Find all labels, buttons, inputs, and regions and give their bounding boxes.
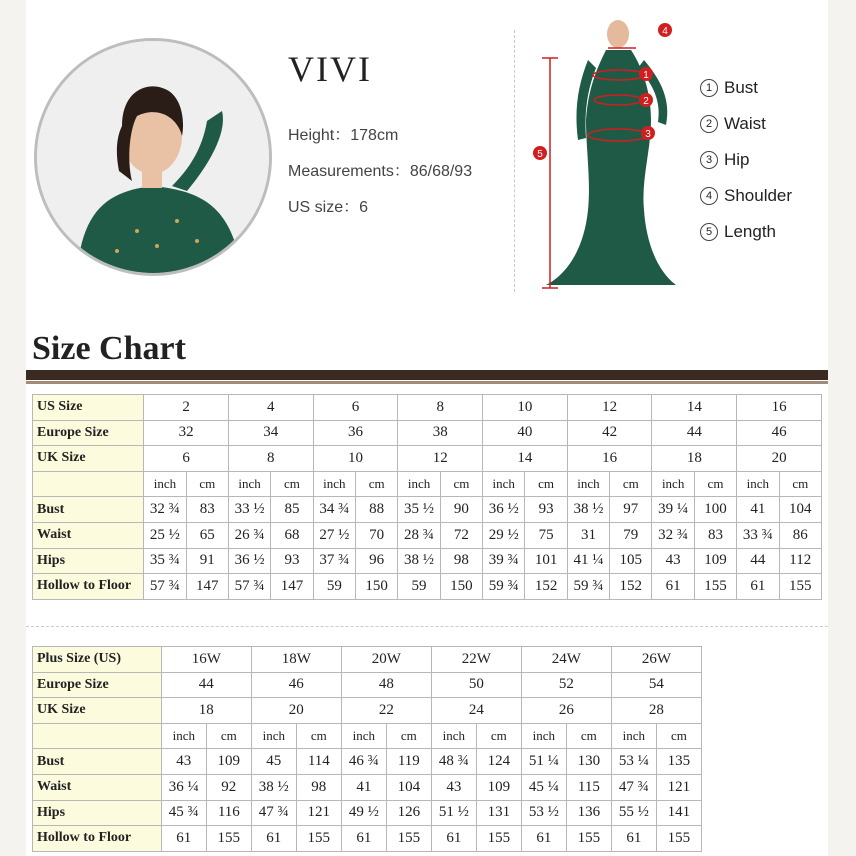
legend-item-hip: [700, 142, 792, 178]
measurement-value: 68: [271, 522, 313, 548]
measurement-label: Bust: [33, 749, 162, 775]
unit-inch: inch: [611, 723, 656, 749]
unit-cm: cm: [694, 471, 736, 497]
size-cell: 14: [483, 446, 568, 472]
size-cell: 16W: [161, 647, 251, 673]
size-cell: 44: [652, 420, 737, 446]
measurement-value: 93: [525, 497, 567, 523]
unit-row: [33, 723, 702, 749]
size-cell: 46: [737, 420, 822, 446]
measurement-row: [33, 749, 702, 775]
legend-label-hip: Hip: [724, 150, 750, 169]
measurement-value: 147: [271, 574, 313, 600]
product-size-card: [26, 0, 828, 856]
size-cell: 22: [341, 698, 431, 724]
measurement-value: 97: [610, 497, 652, 523]
measurement-value: 61: [161, 826, 206, 852]
row-label: Europe Size: [33, 672, 162, 698]
measurement-value: 43: [431, 774, 476, 800]
measurement-value: 61: [521, 826, 566, 852]
size-cell: 52: [521, 672, 611, 698]
measurement-value: 47 ¾: [611, 774, 656, 800]
size-cell: 20: [251, 698, 341, 724]
model-name: VIVI: [288, 49, 372, 89]
size-cell: 54: [611, 672, 701, 698]
legend-label-shoulder: Shoulder: [724, 186, 793, 205]
measurement-value: 86: [779, 522, 821, 548]
measurement-value: 38 ½: [398, 548, 440, 574]
measurement-value: 155: [656, 826, 701, 852]
measurement-row: [33, 522, 822, 548]
measurement-row: [33, 574, 822, 600]
model-info-section: [26, 0, 828, 300]
measurement-value: 92: [206, 774, 251, 800]
measurement-label: Hollow to Floor: [33, 826, 162, 852]
model-portrait: [34, 38, 272, 276]
us-size-row: [33, 395, 822, 421]
measurement-value: 57 ¾: [144, 574, 186, 600]
size-cell: 22W: [431, 647, 521, 673]
title-rule: [26, 370, 828, 380]
measurement-value: 33 ¾: [737, 522, 779, 548]
size-cell: 18: [161, 698, 251, 724]
measurement-value: 116: [206, 800, 251, 826]
unit-inch: inch: [398, 471, 440, 497]
unit-inch: inch: [161, 723, 206, 749]
measurement-value: 31: [567, 522, 609, 548]
size-cell: 16: [737, 395, 822, 421]
measurement-value: 79: [610, 522, 652, 548]
measurement-value: 53 ½: [521, 800, 566, 826]
measurement-value: 53 ¼: [611, 749, 656, 775]
measurement-diagram-illustration: [526, 10, 696, 300]
legend-number-2: 2: [700, 115, 718, 133]
size-cell: 12: [567, 395, 652, 421]
measurement-value: 112: [779, 548, 821, 574]
measurement-value: 155: [296, 826, 341, 852]
size-cell: 12: [398, 446, 483, 472]
measurement-value: 36 ½: [228, 548, 270, 574]
legend-label-waist: Waist: [724, 114, 766, 133]
legend-item-bust: [700, 70, 792, 106]
model-portrait-illustration: [37, 41, 269, 273]
measurement-diagram: [526, 10, 696, 300]
size-cell: 10: [483, 395, 568, 421]
measurement-value: 61: [611, 826, 656, 852]
measurement-value: 59 ¾: [567, 574, 609, 600]
measurement-value: 85: [271, 497, 313, 523]
table-divider: [26, 626, 828, 627]
measurement-value: 38 ½: [567, 497, 609, 523]
measurement-label: Hips: [33, 548, 144, 574]
measurement-value: 114: [296, 749, 341, 775]
legend-item-waist: [700, 106, 792, 142]
unit-cm: cm: [440, 471, 482, 497]
unit-inch: inch: [341, 723, 386, 749]
unit-cm: cm: [656, 723, 701, 749]
measurement-value: 155: [694, 574, 736, 600]
measurement-value: 61: [737, 574, 779, 600]
measurement-value: 41 ¼: [567, 548, 609, 574]
measurement-value: 59: [313, 574, 355, 600]
size-cell: 20W: [341, 647, 431, 673]
unit-row-label: [33, 723, 162, 749]
size-cell: 24W: [521, 647, 611, 673]
model-stats: [288, 118, 472, 226]
measurement-value: 98: [440, 548, 482, 574]
unit-inch: inch: [652, 471, 694, 497]
measurement-row: [33, 800, 702, 826]
measurement-value: 25 ½: [144, 522, 186, 548]
svg-text:3: 3: [645, 129, 651, 140]
measurement-value: 88: [356, 497, 398, 523]
unit-cm: cm: [779, 471, 821, 497]
europe-size-row: [33, 420, 822, 446]
measurement-value: 49 ½: [341, 800, 386, 826]
plus-size-table: [32, 646, 702, 852]
measurement-label: Waist: [33, 522, 144, 548]
measurement-value: 150: [356, 574, 398, 600]
measurement-value: 59: [398, 574, 440, 600]
svg-text:2: 2: [643, 96, 649, 107]
measurement-value: 61: [251, 826, 296, 852]
unit-cm: cm: [271, 471, 313, 497]
unit-cm: cm: [476, 723, 521, 749]
row-label: Europe Size: [33, 420, 144, 446]
measurement-value: 45: [251, 749, 296, 775]
size-cell: 46: [251, 672, 341, 698]
measurement-value: 96: [356, 548, 398, 574]
measurement-value: 27 ½: [313, 522, 355, 548]
measurement-value: 121: [296, 800, 341, 826]
measurement-value: 72: [440, 522, 482, 548]
unit-inch: inch: [521, 723, 566, 749]
measurement-value: 141: [656, 800, 701, 826]
model-us-size: US size：6: [288, 199, 369, 216]
legend-item-shoulder: [700, 178, 792, 214]
legend-number-1: 1: [700, 79, 718, 97]
unit-inch: inch: [737, 471, 779, 497]
unit-cm: cm: [610, 471, 652, 497]
unit-inch: inch: [483, 471, 525, 497]
measurement-value: 61: [341, 826, 386, 852]
measurement-value: 35 ¾: [144, 548, 186, 574]
measurement-value: 65: [186, 522, 228, 548]
size-cell: 2: [144, 395, 229, 421]
legend-number-4: 4: [700, 187, 718, 205]
measurement-value: 100: [694, 497, 736, 523]
measurement-value: 28 ¾: [398, 522, 440, 548]
section-divider: [514, 30, 515, 292]
measurement-row: [33, 497, 822, 523]
measurement-value: 136: [566, 800, 611, 826]
size-cell: 36: [313, 420, 398, 446]
measurement-value: 109: [476, 774, 521, 800]
measurement-value: 59 ¾: [483, 574, 525, 600]
measurement-value: 115: [566, 774, 611, 800]
measurement-value: 126: [386, 800, 431, 826]
size-cell: 28: [611, 698, 701, 724]
measurement-value: 43: [652, 548, 694, 574]
measurement-value: 83: [186, 497, 228, 523]
measurement-value: 155: [206, 826, 251, 852]
measurement-label: Bust: [33, 497, 144, 523]
measurement-row: [33, 774, 702, 800]
measurement-value: 124: [476, 749, 521, 775]
legend-label-length: Length: [724, 222, 776, 241]
unit-inch: inch: [567, 471, 609, 497]
measurement-value: 104: [386, 774, 431, 800]
size-chart-title: Size Chart: [32, 330, 186, 367]
measurement-value: 35 ½: [398, 497, 440, 523]
measurement-value: 39 ¾: [483, 548, 525, 574]
measurement-row: [33, 826, 702, 852]
measurement-value: 41: [341, 774, 386, 800]
legend-item-length: [700, 214, 792, 250]
size-cell: 18: [652, 446, 737, 472]
svg-text:4: 4: [662, 26, 668, 37]
measurement-value: 75: [525, 522, 567, 548]
measurement-legend: [700, 70, 792, 250]
uk-size-row: [33, 698, 702, 724]
us-size-row: [33, 647, 702, 673]
measurement-value: 36 ¼: [161, 774, 206, 800]
measurement-value: 130: [566, 749, 611, 775]
size-cell: 50: [431, 672, 521, 698]
measurement-value: 45 ¼: [521, 774, 566, 800]
measurement-value: 83: [694, 522, 736, 548]
measurement-value: 155: [386, 826, 431, 852]
size-cell: 8: [398, 395, 483, 421]
measurement-value: 26 ¾: [228, 522, 270, 548]
measurement-label: Waist: [33, 774, 162, 800]
measurement-value: 61: [652, 574, 694, 600]
unit-inch: inch: [313, 471, 355, 497]
measurement-value: 155: [779, 574, 821, 600]
row-label: UK Size: [33, 698, 162, 724]
size-cell: 24: [431, 698, 521, 724]
row-label: UK Size: [33, 446, 144, 472]
measurement-value: 38 ½: [251, 774, 296, 800]
measurement-value: 155: [566, 826, 611, 852]
measurement-value: 91: [186, 548, 228, 574]
size-cell: 10: [313, 446, 398, 472]
measurement-value: 109: [694, 548, 736, 574]
measurement-value: 34 ¾: [313, 497, 355, 523]
measurement-value: 46 ¾: [341, 749, 386, 775]
measurement-value: 98: [296, 774, 341, 800]
unit-cm: cm: [356, 471, 398, 497]
measurement-value: 39 ¼: [652, 497, 694, 523]
svg-text:5: 5: [537, 149, 543, 160]
measurement-value: 104: [779, 497, 821, 523]
size-cell: 34: [228, 420, 313, 446]
unit-inch: inch: [228, 471, 270, 497]
size-cell: 8: [228, 446, 313, 472]
unit-inch: inch: [431, 723, 476, 749]
measurement-value: 93: [271, 548, 313, 574]
uk-size-row: [33, 446, 822, 472]
measurement-row: [33, 548, 822, 574]
unit-cm: cm: [566, 723, 611, 749]
measurement-value: 150: [440, 574, 482, 600]
measurement-value: 147: [186, 574, 228, 600]
unit-cm: cm: [296, 723, 341, 749]
measurement-value: 45 ¾: [161, 800, 206, 826]
size-cell: 16: [567, 446, 652, 472]
measurement-value: 41: [737, 497, 779, 523]
measurement-value: 152: [610, 574, 652, 600]
measurement-label: Hips: [33, 800, 162, 826]
measurement-value: 135: [656, 749, 701, 775]
size-cell: 4: [228, 395, 313, 421]
measurement-value: 44: [737, 548, 779, 574]
measurement-value: 29 ½: [483, 522, 525, 548]
legend-number-5: 5: [700, 223, 718, 241]
size-cell: 42: [567, 420, 652, 446]
standard-size-table: [32, 394, 822, 600]
measurement-value: 51 ¼: [521, 749, 566, 775]
unit-row: [33, 471, 822, 497]
size-cell: 6: [144, 446, 229, 472]
unit-cm: cm: [186, 471, 228, 497]
measurement-value: 152: [525, 574, 567, 600]
measurement-value: 48 ¾: [431, 749, 476, 775]
measurement-value: 70: [356, 522, 398, 548]
measurement-value: 155: [476, 826, 521, 852]
size-cell: 14: [652, 395, 737, 421]
size-cell: 26W: [611, 647, 701, 673]
row-label: Plus Size (US): [33, 647, 162, 673]
unit-row-label: [33, 471, 144, 497]
measurement-value: 43: [161, 749, 206, 775]
measurement-value: 32 ¾: [652, 522, 694, 548]
model-height: Height：178cm: [288, 127, 399, 144]
size-cell: 20: [737, 446, 822, 472]
measurement-value: 131: [476, 800, 521, 826]
size-cell: 48: [341, 672, 431, 698]
measurement-value: 55 ½: [611, 800, 656, 826]
unit-cm: cm: [525, 471, 567, 497]
measurement-value: 121: [656, 774, 701, 800]
measurement-value: 37 ¾: [313, 548, 355, 574]
size-cell: 32: [144, 420, 229, 446]
size-cell: 18W: [251, 647, 341, 673]
measurement-value: 32 ¾: [144, 497, 186, 523]
size-cell: 38: [398, 420, 483, 446]
measurement-value: 109: [206, 749, 251, 775]
measurement-value: 119: [386, 749, 431, 775]
row-label: US Size: [33, 395, 144, 421]
size-cell: 44: [161, 672, 251, 698]
measurement-value: 90: [440, 497, 482, 523]
size-cell: 26: [521, 698, 611, 724]
measurement-value: 57 ¾: [228, 574, 270, 600]
measurement-value: 47 ¾: [251, 800, 296, 826]
unit-cm: cm: [206, 723, 251, 749]
svg-text:1: 1: [643, 70, 649, 81]
measurement-value: 61: [431, 826, 476, 852]
size-cell: 40: [483, 420, 568, 446]
measurement-value: 105: [610, 548, 652, 574]
measurement-value: 33 ½: [228, 497, 270, 523]
unit-cm: cm: [386, 723, 431, 749]
legend-number-3: 3: [700, 151, 718, 169]
measurement-label: Hollow to Floor: [33, 574, 144, 600]
measurement-value: 51 ½: [431, 800, 476, 826]
unit-inch: inch: [144, 471, 186, 497]
measurement-value: 101: [525, 548, 567, 574]
title-rule-thin: [26, 381, 828, 384]
europe-size-row: [33, 672, 702, 698]
measurement-value: 36 ½: [483, 497, 525, 523]
unit-inch: inch: [251, 723, 296, 749]
model-measurements: Measurements：86/68/93: [288, 163, 473, 180]
size-cell: 6: [313, 395, 398, 421]
legend-label-bust: Bust: [724, 78, 759, 97]
